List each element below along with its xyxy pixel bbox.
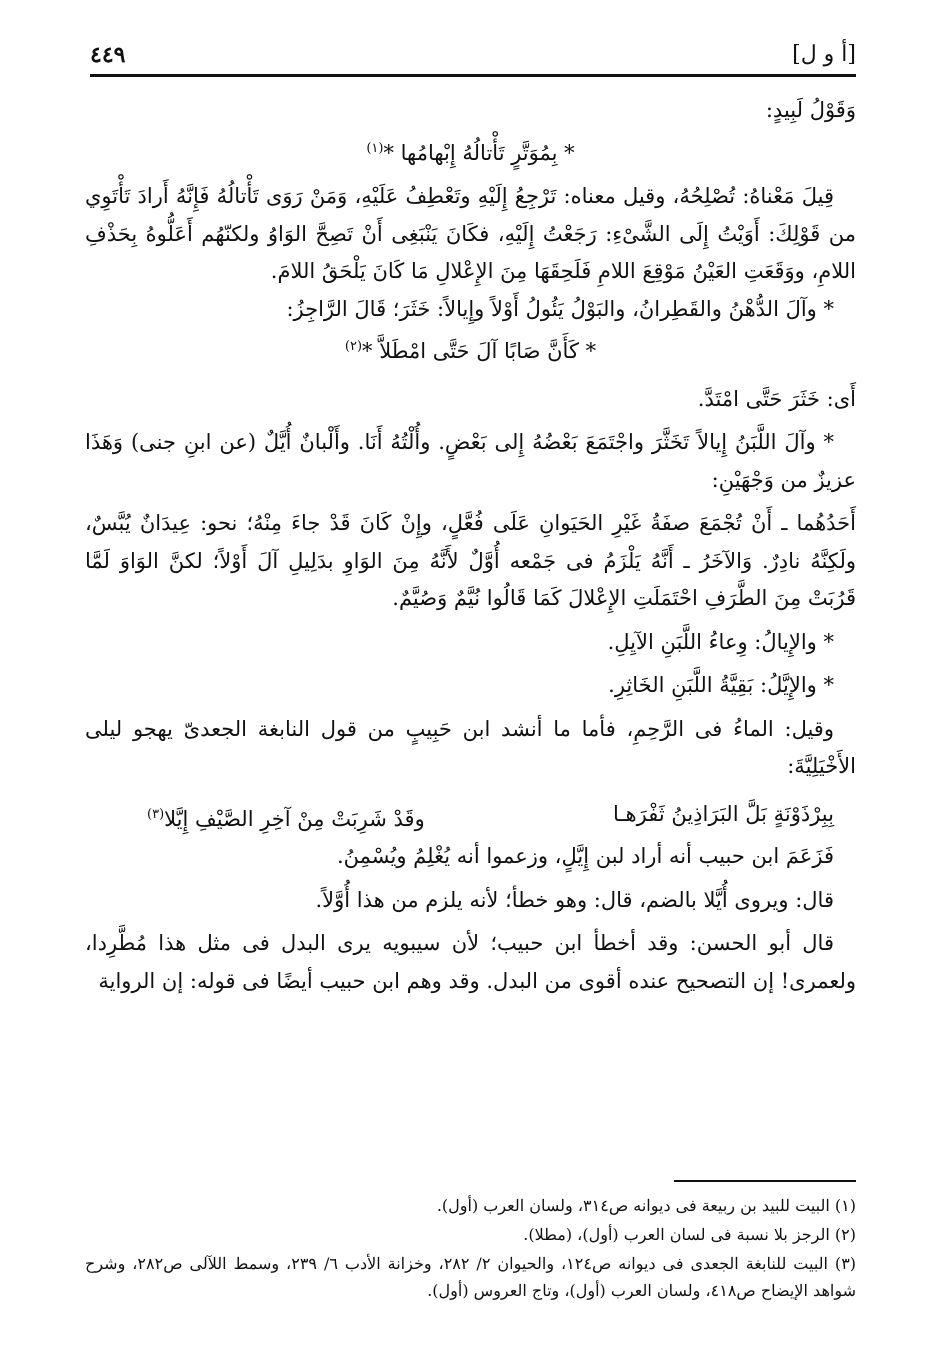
hemistich-second	[147, 796, 425, 839]
quoted-verse-line	[85, 130, 856, 173]
page-header	[90, 40, 856, 77]
quoted-verse-line	[85, 328, 856, 371]
footnote: (٢) الرجز بلا نسبة فى لسان العرب (أول)، (مطلا).	[523, 1225, 856, 1244]
paragraph: وقيل: الماءُ فى الرَّحِمِ، فأما ما أنشد ابن حَبِيبٍ من قول النابغة الجعدىّ يهجو ليلى الأَخْيَلِيَّةَ:	[85, 716, 856, 778]
paragraph: * وآلَ اللَّبَنُ إِيالاً تَخَثَّرَ واجْتَمَعَ بَعْضُهُ إِلى بَعْضٍ. وأُلْتُهُ أَنَا. وأَلْبانٌ أُيَّلٌ (عن ابنِ جنى) وَهَذَا عزيزٌ من وَجْهَيْنِ:	[85, 430, 856, 492]
verse-text: * كَأَنَّ صَابًا آلَ حَتَّى امْطَلاَّ *	[362, 339, 597, 363]
paragraph: قِيلَ مَعْناهُ: تُصْلِحُهُ، وقيل معناه: تَرْجِعُ إِلَيْهِ وتَعْطِفُ عَلَيْهِ، وَمَنْ رَوَى تَأْتالُهُ فَإِنَّهُ أَرادَ تَأْتَوِي من قَوْلِكَ: أَوَيْتُ إِلَى الشَّىْءِ: رَجَعْتُ إِلَيْهِ، فكَانَ يَنْبَغِى أَنْ تَصِحَّ الوَاوُ ولكنّهُم أَعَلُّوهُ بِحَذْفِ اللامِ، ووَقَعَتِ العَيْنُ مَوْقِعَ اللامِ فَلَحِقَهَا مِنَ الإِعْلالِ مَا كَانَ يَلْحَقُ اللامَ.	[85, 184, 856, 283]
paragraph: قال أبو الحسن: وقد أخطأ ابن حبيب؛ لأن سيبويه يرى البدل فى مثل هذا مُطَّرِدا، ولعمرى! إن التصحيح عنده أقوى من البدل. وقد وهم ابن حبيب أيضًا فى قوله: إن الرواية	[85, 931, 856, 993]
footnotes	[85, 1192, 856, 1306]
paragraph: وَقَوْلُ لَبِيدٍ:	[765, 98, 856, 122]
main-text	[85, 92, 856, 1000]
paragraph: * وآلَ الدُّهْنُ والقَطِرانُ، والبَوْلُ يَئُولُ أَوْلاً وإِيالاً: خَثَرَ؛ قَالَ الرَّاجِزُ:	[286, 296, 834, 321]
footnote-ref: (١)	[366, 140, 384, 156]
paragraph: أَحَدُهُما ـ أَنْ تُجْمَعَ صفَةُ غَيْرِ الحَيَوانِ عَلَى فُعَّلٍ، وإِنْ كَانَ قَدْ جاءَ مِنْهُ؛ نحو: عِيدَانٌ يُبَّسٌ، ولَكِنَّهُ نادِرٌ. وَالآخَرُ ـ أَنَّهُ يَلْزَمُ فى جَمْعه أُوَّلٌ لأَنَّهُ مِنَ الوَاوِ بدَلِيلِ آلَ أَوْلاً؛ لكنَّ الوَاوَ لَمَّا قَرُبَتْ مِنَ الطَّرَفِ احْتَمَلَتِ الإِعْلالَ كَمَا قَالُوا نُيَّمٌ وَصُيَّمٌ.	[85, 511, 856, 610]
footnote-divider	[674, 1180, 856, 1182]
footnote: (١) البيت للبيد بن ربيعة فى ديوانه ص٣١٤، ولسان العرب (أول).	[436, 1196, 856, 1215]
paragraph: قال: ويروى أُيَّلا بالضم، قال: وهو خطأ؛ لأنه يلزم من هذا أُوَّلاً.	[315, 887, 834, 912]
verse-text: وقَدْ شَرِبَتْ مِنْ آخِرِ الصَّيْفِ إِيَّلا	[164, 806, 425, 831]
root-word-heading: [أ و ل]	[792, 42, 856, 67]
footnote-ref: (٢)	[344, 339, 363, 354]
paragraph: أَى: خَثَرَ حَتَّى امْتَدَّ.	[697, 386, 856, 411]
paragraph: * والإِيَّلُ: بَقِيَّةُ اللَّبَنِ الخَاثِرِ.	[608, 673, 834, 697]
verse-text: * بِمُوَتَّرٍ تَأْتالُهُ إِبْهامُها *	[383, 140, 575, 165]
paragraph: فَزَعَمَ ابن حبيب أنه أراد لبن إِيَّلٍ، وزعموا أنه يُغْلِمُ ويُسْمِنُ.	[336, 844, 834, 868]
hemistich-first: بِبِرْذَوْنَةٍ بَلَّ البَرَاذِينُ ثَفْرَهـا	[613, 801, 834, 826]
paragraph: * والإِيالُ: وِعاءُ اللَّبَنِ الآيِلِ.	[607, 629, 834, 654]
poem-couplet	[85, 796, 856, 839]
page-number: ٤٤٩	[90, 42, 126, 68]
footnote: (٣) البيت للنابغة الجعدى فى ديوانه ص١٢٤، والحيوان ٢/ ٢٨٢، وخزانة الأدب ٦/ ٢٣٩، وسمط اللآلى ص٢٨٢، وشرح شواهد الإيضاح ص٤١٨، ولسان العرب (أول)، وتاج العروس (أول).	[85, 1254, 857, 1300]
footnote-ref: (٣)	[147, 806, 165, 822]
